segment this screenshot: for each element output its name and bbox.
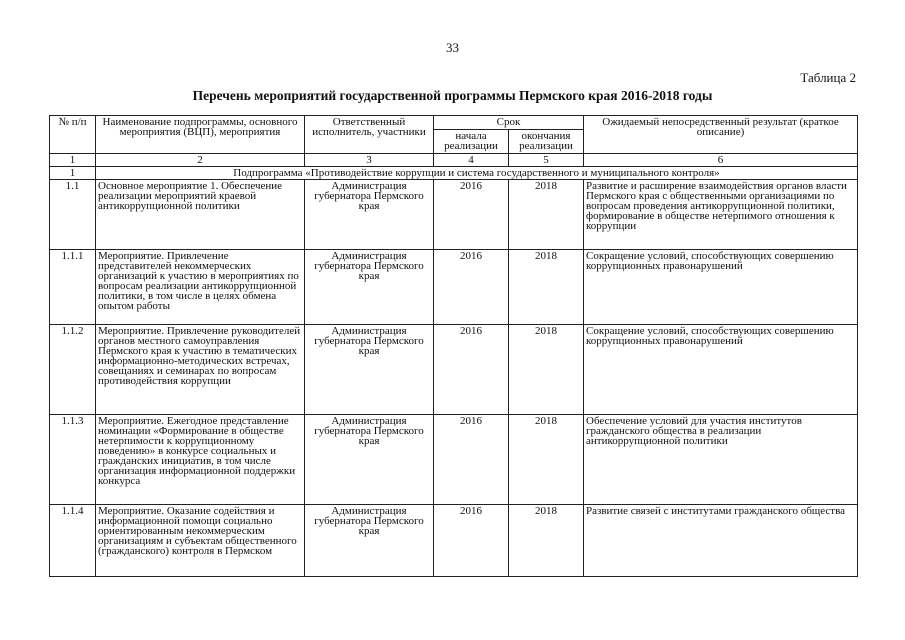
row-start: 2016 — [434, 505, 509, 577]
row-end: 2018 — [509, 505, 584, 577]
measures-table — [49, 115, 858, 577]
row-end: 2018 — [509, 250, 584, 325]
column-number: 2 — [96, 154, 305, 167]
table-row — [50, 505, 858, 577]
row-executor: Администрация губернатора Пермского края — [305, 250, 434, 325]
subprogram-row — [50, 167, 858, 180]
header-start: начала реализации — [434, 130, 509, 154]
table-row — [50, 415, 858, 505]
row-result: Развитие и расширение взаимодействия органов власти Пермского края с общественными организациями по вопросам проведения антикоррупционной политики, формирование в обществе нетерпимого отношения к коррупции — [584, 180, 858, 250]
table-row — [50, 180, 858, 250]
header-term: Срок — [434, 116, 584, 130]
header-name: Наименование подпрограммы, основного мероприятия (ВЦП), мероприятия — [96, 116, 305, 154]
row-end: 2018 — [509, 180, 584, 250]
row-executor: Администрация губернатора Пермского края — [305, 505, 434, 577]
row-executor: Администрация губернатора Пермского края — [305, 325, 434, 415]
row-name: Мероприятие. Привлечение руководителей органов местного самоуправления Пермского края к участию в тематических информационно-методических встречах, совещаниях и семинарах по вопросам противодействия коррупции — [96, 325, 305, 415]
header-end: окончания реализации — [509, 130, 584, 154]
row-name: Мероприятие. Привлечение представителей некоммерческих организаций к участию в мероприятиях по вопросам реализации антикоррупционной политики, в том числе в целях обмена опытом работы — [96, 250, 305, 325]
row-num: 1.1.2 — [50, 325, 96, 415]
column-number: 5 — [509, 154, 584, 167]
column-numbers-row — [50, 154, 858, 167]
header-executor: Ответственный исполнитель, участники — [305, 116, 434, 154]
row-num: 1.1 — [50, 180, 96, 250]
row-start: 2016 — [434, 250, 509, 325]
subprogram-title: Подпрограмма «Противодействие коррупции и система государственного и муниципального контроля» — [96, 167, 858, 180]
column-number: 3 — [305, 154, 434, 167]
row-num: 1.1.4 — [50, 505, 96, 577]
row-result: Сокращение условий, способствующих совершению коррупционных правонарушений — [584, 325, 858, 415]
row-executor: Администрация губернатора Пермского края — [305, 180, 434, 250]
table-row — [50, 250, 858, 325]
row-num: 1.1.3 — [50, 415, 96, 505]
header-result: Ожидаемый непосредственный результат (краткое описание) — [584, 116, 858, 154]
row-result: Развитие связей с институтами гражданского общества — [584, 505, 858, 577]
row-end: 2018 — [509, 325, 584, 415]
table-row — [50, 325, 858, 415]
row-executor: Администрация губернатора Пермского края — [305, 415, 434, 505]
row-start: 2016 — [434, 325, 509, 415]
document-title: Перечень мероприятий государственной программы Пермского края 2016-2018 годы — [192, 88, 713, 103]
subprogram-num: 1 — [50, 167, 96, 180]
row-name: Мероприятие. Ежегодное представление номинации «Формирование в обществе нетерпимости к коррупционному поведению» в конкурсе социальных и гражданских инициатив, в том числе организация информационной поддержки конкурса — [96, 415, 305, 505]
row-result: Обеспечение условий для участия институтов гражданского общества в реализации антикоррупционной политики — [584, 415, 858, 505]
row-num: 1.1.1 — [50, 250, 96, 325]
table-label: Таблица 2 — [800, 70, 856, 85]
row-result: Сокращение условий, способствующих совершению коррупционных правонарушений — [584, 250, 858, 325]
column-number: 4 — [434, 154, 509, 167]
row-end: 2018 — [509, 415, 584, 505]
page-number: 33 — [446, 40, 459, 55]
row-start: 2016 — [434, 415, 509, 505]
row-name: Основное мероприятие 1. Обеспечение реализации мероприятий краевой антикоррупционной политики — [96, 180, 305, 250]
row-name: Мероприятие. Оказание содействия и информационной помощи социально ориентированным некоммерческим организациям и субъектам общественного (гражданского) контроля в Пермском — [96, 505, 305, 577]
column-number: 6 — [584, 154, 858, 167]
column-number: 1 — [50, 154, 96, 167]
row-start: 2016 — [434, 180, 509, 250]
header-num: № п/п — [50, 116, 96, 154]
